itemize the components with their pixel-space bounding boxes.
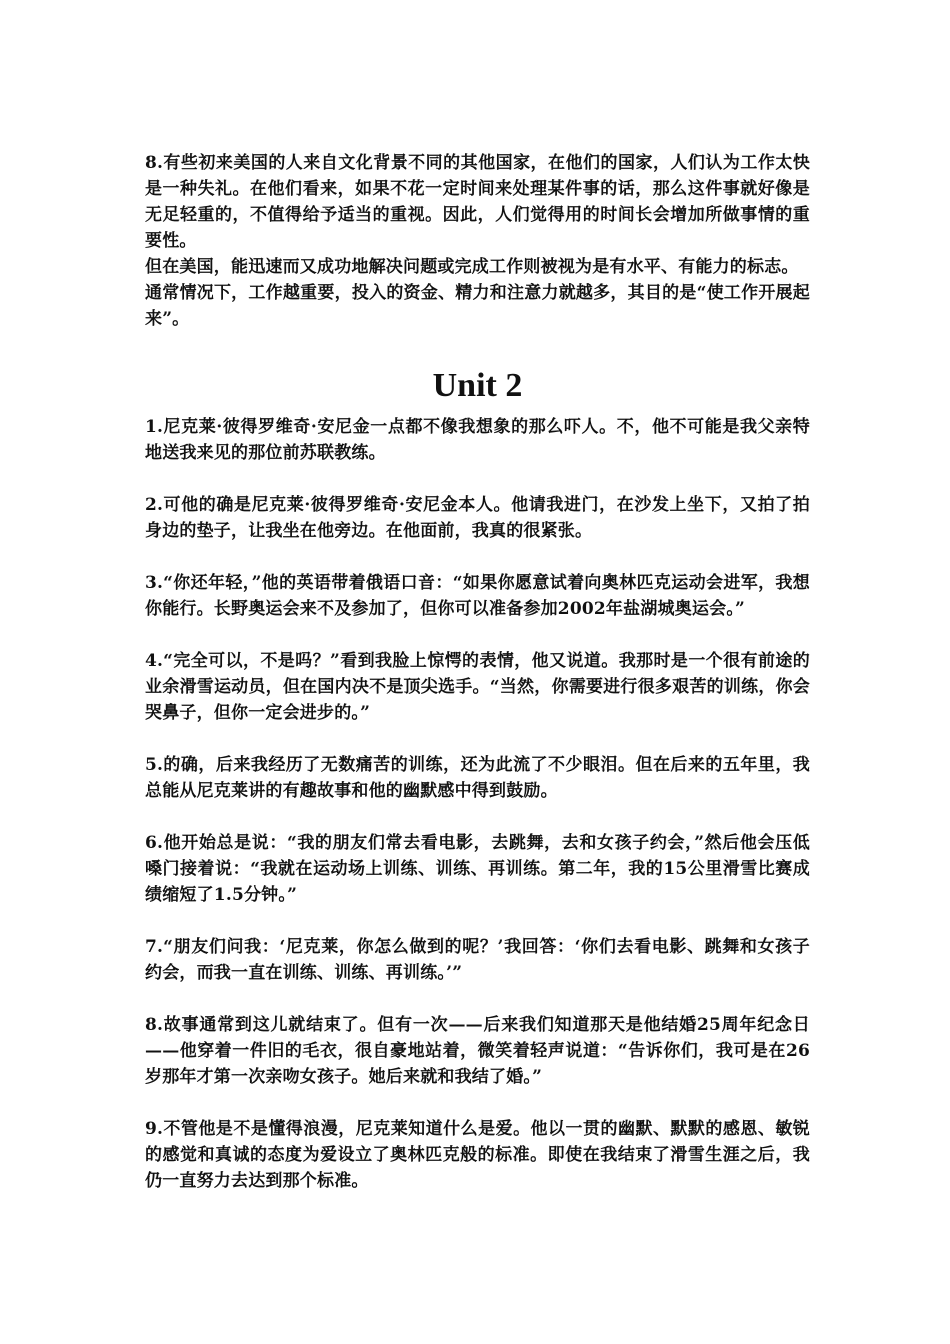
paragraph: 通常情况下，工作越重要，投入的资金、精力和注意力就越多，其目的是“使工作开展起来”。 <box>145 283 810 329</box>
unit-heading: Unit 2 <box>432 367 523 404</box>
unit2-section <box>145 414 810 1194</box>
paragraph: 8.故事通常到这儿就结束了。但有一次——后来我们知道那天是他结婚25周年纪念日——他穿着一件旧的毛衣，很自豪地站着，微笑着轻声说道：“告诉你们，我可是在26岁那年才第一次亲吻女孩子。她后来就和我结了婚。” <box>145 1015 810 1087</box>
paragraph: 7.“朋友们问我：‘尼克莱，你怎么做到的呢？’我回答：‘你们去看电影、跳舞和女孩子约会，而我一直在训练、训练、再训练。’” <box>145 937 810 983</box>
document-page <box>145 150 810 1194</box>
paragraph: 4.“完全可以，不是吗？”看到我脸上惊愕的表情，他又说道。我那时是一个很有前途的业余滑雪运动员，但在国内决不是顶尖选手。“当然，你需要进行很多艰苦的训练，你会哭鼻子，但你一定会进步的。” <box>145 651 810 723</box>
paragraph: 6.他开始总是说：“我的朋友们常去看电影，去跳舞，去和女孩子约会，”然后他会压低嗓门接着说：“我就在运动场上训练、训练、再训练。第二年，我的15公里滑雪比赛成绩缩短了1.5分钟。” <box>145 833 810 905</box>
paragraph: 8.有些初来美国的人来自文化背景不同的其他国家，在他们的国家，人们认为工作太快是一种失礼。在他们看来，如果不花一定时间来处理某件事的话，那么这件事就好像是无足轻重的，不值得给予适当的重视。因此，人们觉得用的时间长会增加所做事情的重要性。 <box>145 153 810 251</box>
paragraph: 2.可他的确是尼克莱·彼得罗维奇·安尼金本人。他请我进门，在沙发上坐下，又拍了拍身边的垫子，让我坐在他旁边。在他面前，我真的很紧张。 <box>145 495 810 541</box>
paragraph: 9.不管他是不是懂得浪漫，尼克莱知道什么是爱。他以一贯的幽默、默默的感恩、敏锐的感觉和真诚的态度为爱设立了奥林匹克般的标准。即使在我结束了滑雪生涯之后，我仍一直努力去达到那个标准。 <box>145 1119 810 1191</box>
paragraph: 3.“你还年轻，”他的英语带着俄语口音：“如果你愿意试着向奥林匹克运动会进军，我想你能行。长野奥运会来不及参加了，但你可以准备参加2002年盐湖城奥运会。” <box>145 573 810 619</box>
paragraph: 1.尼克莱·彼得罗维奇·安尼金一点都不像我想象的那么吓人。不，他不可能是我父亲特地送我来见的那位前苏联教练。 <box>145 417 810 463</box>
paragraph: 但在美国，能迅速而又成功地解决问题或完成工作则被视为是有水平、有能力的标志。 <box>145 257 799 277</box>
unit1-continued-section <box>145 150 810 332</box>
paragraph: 5.的确，后来我经历了无数痛苦的训练，还为此流了不少眼泪。但在后来的五年里，我总能从尼克莱讲的有趣故事和他的幽默感中得到鼓励。 <box>145 755 810 801</box>
